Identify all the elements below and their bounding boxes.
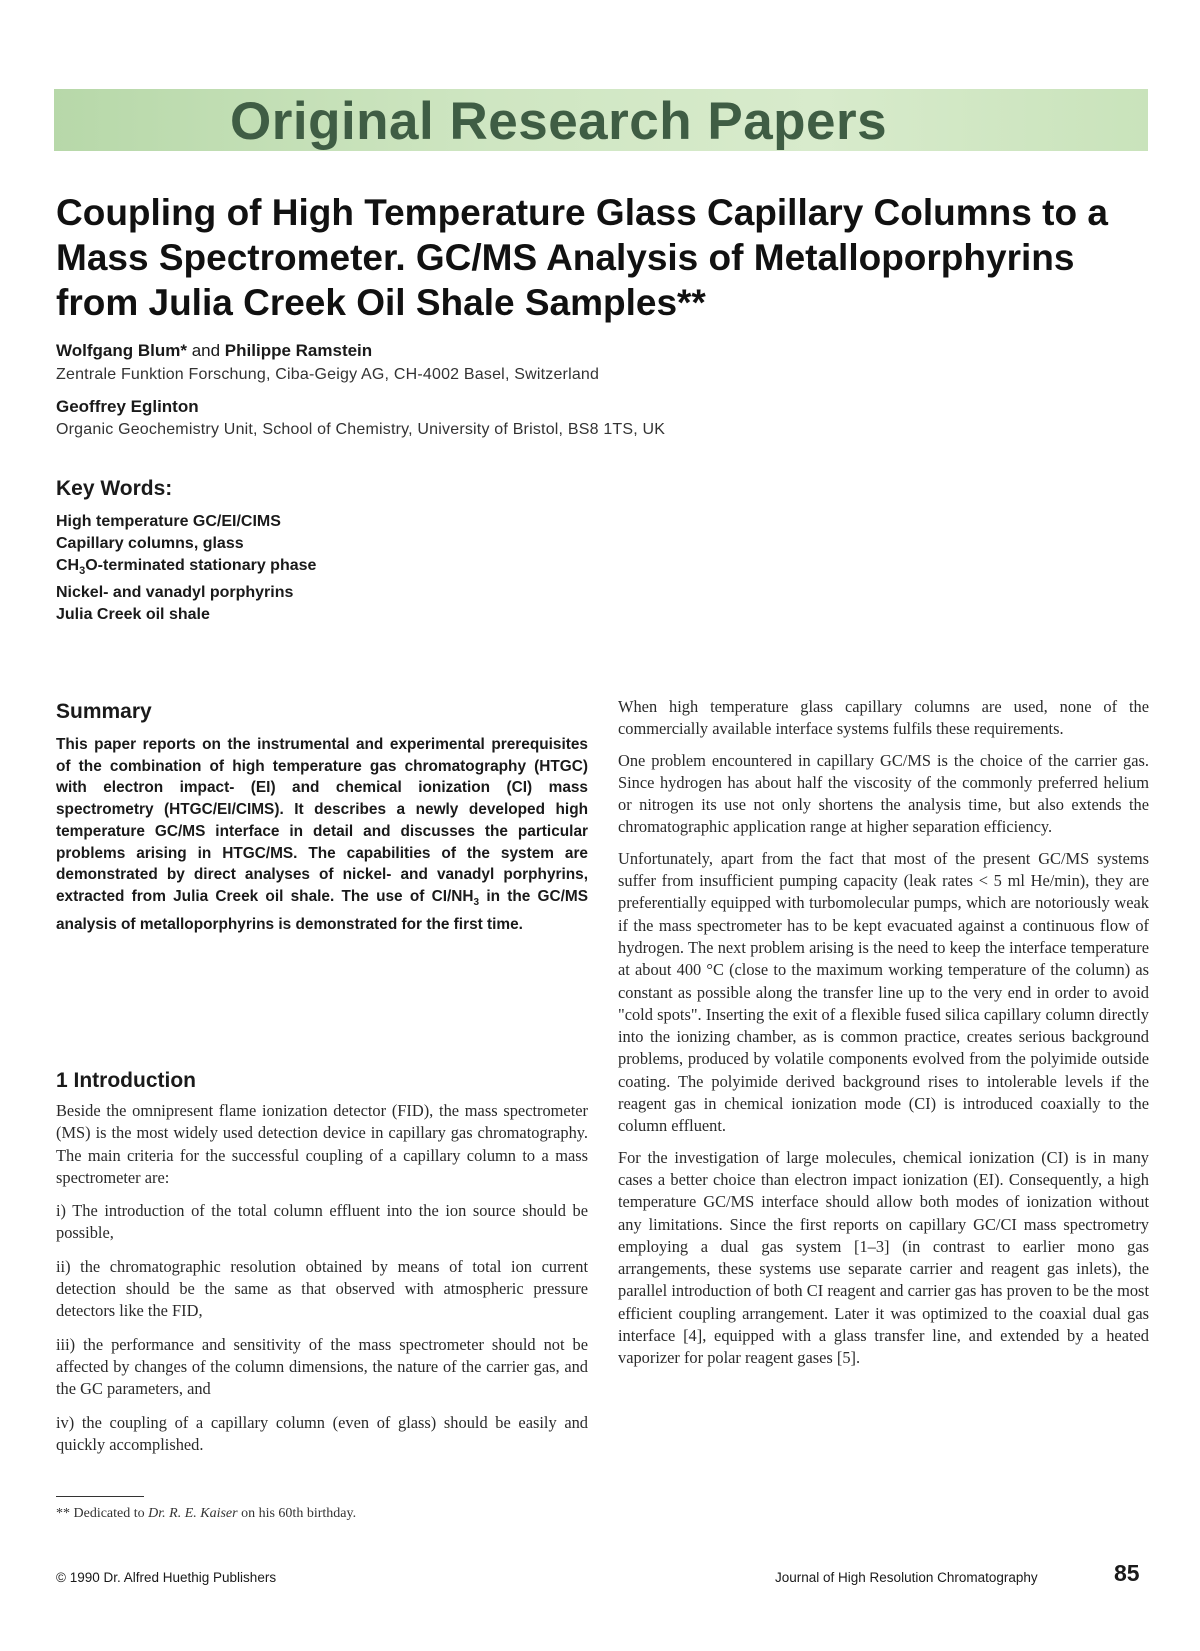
paragraph: iv) the coupling of a capillary column (even of glass) should be easily and quickly accomplished. bbox=[56, 1412, 588, 1454]
keyword-text: O-terminated stationary phase bbox=[85, 557, 317, 574]
paragraph: Beside the omnipresent flame ionization detector (FID), the mass spectrometer (MS) is the most widely used detection device in capillary gas chromatography. The main criteria for the successful coupling of a capillary column to a mass spectrometer are: bbox=[56, 1101, 588, 1187]
paragraph: When high temperature glass capillary columns are used, none of the commercially available interface systems fulfils these requirements. bbox=[618, 697, 1149, 739]
summary-text bbox=[56, 734, 588, 935]
copyright: © 1990 Dr. Alfred Huethig Publishers bbox=[56, 1570, 277, 1585]
keywords-list bbox=[56, 511, 316, 626]
footnote-text: on his 60th birthday. bbox=[237, 1506, 357, 1521]
keyword-text: CH bbox=[56, 557, 80, 574]
footnote-divider bbox=[56, 1496, 144, 1497]
summary-text-part: in the GC/MS analysis of metalloporphyrins is demonstrated for the first time. bbox=[56, 887, 588, 933]
author-name: Philippe Ramstein bbox=[224, 341, 373, 360]
author-conjunction: and bbox=[191, 341, 221, 360]
author-name: Wolfgang Blum* bbox=[56, 341, 187, 360]
right-column-body bbox=[618, 696, 1149, 1379]
paragraph: Unfortunately, apart from the fact that most of the present GC/MS systems suffer from insufficient pumping capacity (leak rates < 5 ml He/min), they are preferentially equipped with turbomolecular pumps, which are notoriously weak if the mass spectrometer has to be kept evacuated against a continuous flow of hydrogen. The next problem arising is the need to keep the interface temperature at about 400 °C (close to the maximum working temperature of the column) as constant as possible along the transfer line up to the very end in order to avoid "cold spots". Inserting the exit of a flexible fused silica capillary column directly into the ionizing chamber, as is common practice, creates serious background problems, produced by volatile components evolved from the polyimide outside coating. The polyimide derived background rises to intolerable levels if the reagent gas in chemical ionization mode (CI) is introduced coaxially to the column effluent. bbox=[618, 848, 1149, 1136]
banner-title: Original Research Papers bbox=[230, 92, 888, 151]
subscript: 3 bbox=[473, 897, 480, 908]
affiliation: Organic Geochemistry Unit, School of Chemistry, University of Bristol, BS8 1TS, UK bbox=[56, 421, 666, 438]
affiliation: Zentrale Funktion Forschung, Ciba-Geigy AG, CH-4002 Basel, Switzerland bbox=[56, 366, 600, 383]
title-line: Mass Spectrometer. GC/MS Analysis of Metalloporphyrins bbox=[56, 237, 1075, 278]
author-name: Geoffrey Eglinton bbox=[56, 397, 199, 416]
author-line bbox=[56, 341, 372, 361]
article-title bbox=[56, 190, 1156, 325]
summary-heading: Summary bbox=[56, 700, 152, 723]
subscript: 3 bbox=[79, 565, 86, 578]
paragraph: i) The introduction of the total column effluent into the ion source should be possible, bbox=[56, 1201, 588, 1243]
footnote-name: Dr. R. E. Kaiser bbox=[148, 1506, 238, 1521]
introduction-body bbox=[56, 1100, 588, 1467]
footnote bbox=[56, 1506, 356, 1522]
keywords-heading: Key Words: bbox=[56, 477, 173, 500]
title-line: Coupling of High Temperature Glass Capillary Columns to a bbox=[56, 192, 1108, 233]
paragraph: ii) the chromatographic resolution obtained by means of total ion current detection should be the same as that observed with atmospheric pressure detectors like the FID, bbox=[56, 1256, 588, 1321]
keyword-item: Nickel- and vanadyl porphyrins bbox=[56, 584, 294, 602]
summary-text-part: This paper reports on the instrumental and experimental prerequisites of the combination of high temperature gas chromatography (HTGC) with electron impact- (EI) and chemical ionization (CI) mass spectrometry (HTGC/EI/CIMS). It describes a newly developed high temperature GC/MS interface in detail and discusses the particular problems arising in HTGC/MS. The capabilities of the system are demonstrated by direct analyses of nickel- and vanadyl porphyrins, extracted from Julia Creek oil shale. The use of CI/NH bbox=[56, 736, 588, 905]
paragraph: For the investigation of large molecules, chemical ionization (CI) is in many cases a better choice than electron impact ionization (EI). Consequently, a high temperature GC/MS interface should allow both modes of ionization without any limitations. Since the first reports on capillary GC/CI mass spectrometry employing a dual gas system [1–3] (in contrast to earlier mono gas arrangements, these systems use separate carrier and reagent gas inlets), the parallel introduction of both CI reagent and carrier gas has proven to be the most efficient coupling arrangement. Later it was optimized to the coaxial dual gas interface [4], equipped with a glass transfer line, and extended by a heated vaporizer for polar reagent gases [5]. bbox=[618, 1147, 1149, 1368]
paragraph: iii) the performance and sensitivity of the mass spectrometer should not be affected by changes of the column dimensions, the nature of the carrier gas, and the GC parameters, and bbox=[56, 1334, 588, 1399]
paragraph: One problem encountered in capillary GC/MS is the choice of the carrier gas. Since hydrogen has about half the viscosity of the commonly preferred helium or nitrogen its use not only shortens the analysis time, but also extends the chromatographic application range at higher separation efficiency. bbox=[618, 750, 1149, 837]
introduction-heading: 1 Introduction bbox=[56, 1069, 196, 1092]
keyword-item: High temperature GC/EI/CIMS bbox=[56, 513, 281, 530]
title-line: from Julia Creek Oil Shale Samples** bbox=[56, 282, 706, 323]
section-banner bbox=[54, 89, 1148, 151]
keyword-item: Capillary columns, glass bbox=[56, 535, 244, 552]
footnote-text: ** Dedicated to bbox=[56, 1506, 149, 1521]
page-number: 85 bbox=[1114, 1560, 1140, 1586]
keyword-item: Julia Creek oil shale bbox=[56, 606, 210, 624]
keyword-item bbox=[56, 555, 316, 582]
journal-name: Journal of High Resolution Chromatography bbox=[775, 1570, 1038, 1585]
